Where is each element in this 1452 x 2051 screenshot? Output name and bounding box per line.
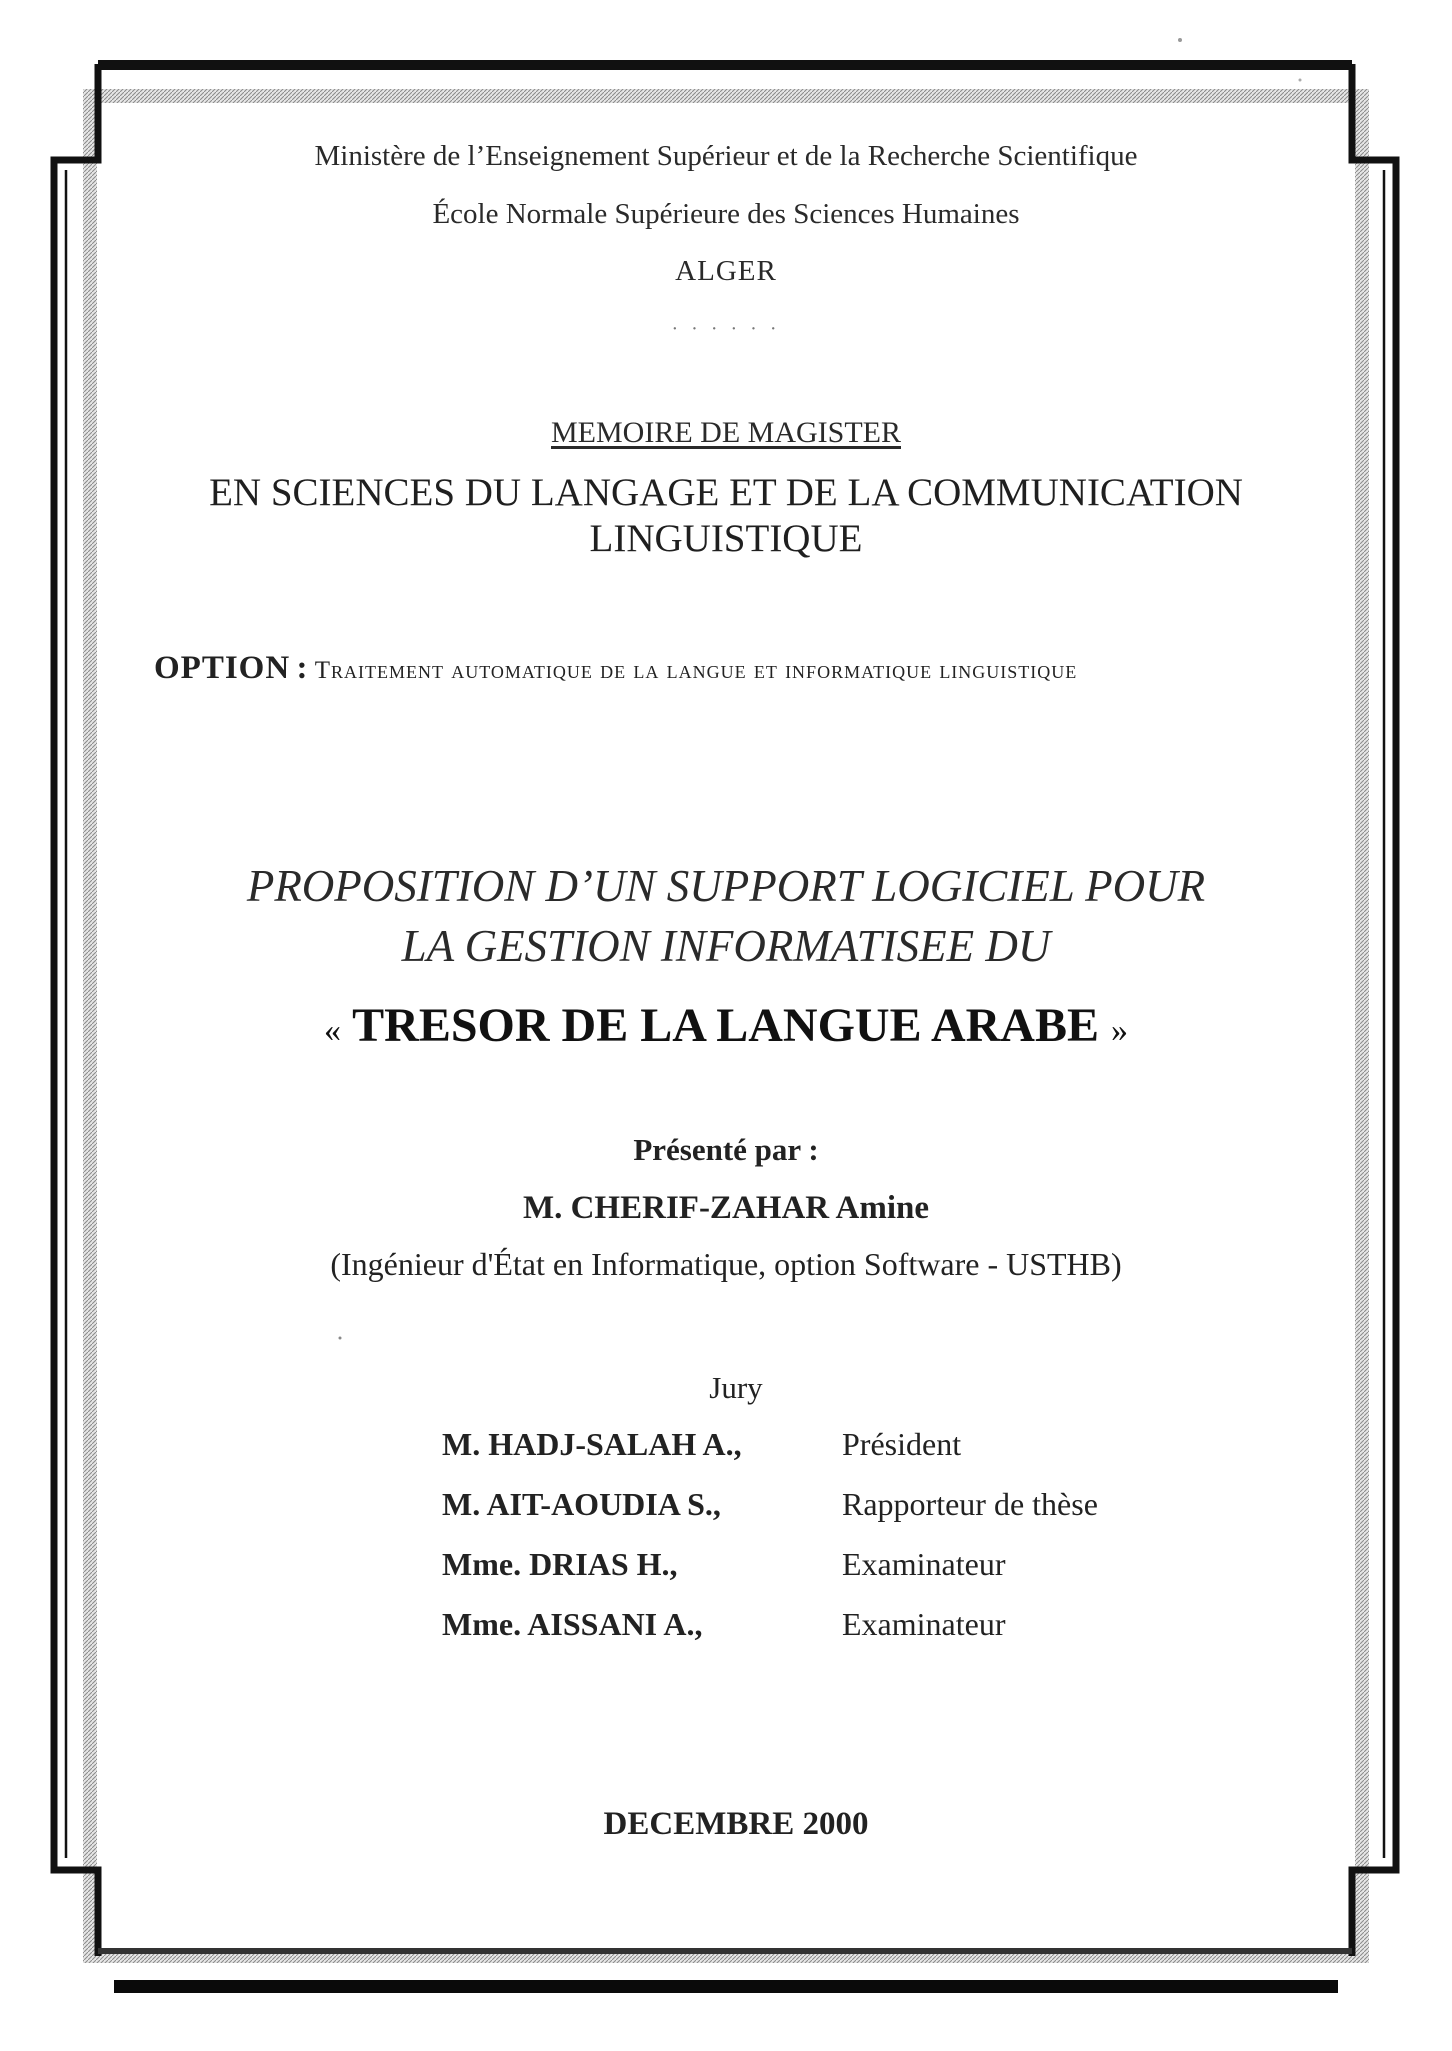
degree-field-line1: EN SCIENCES DU LANGAGE ET DE LA COMMUNICATION bbox=[209, 471, 1243, 514]
city-name: ALGER bbox=[675, 255, 777, 287]
jury-member-name: M. AIT-AOUDIA S., bbox=[442, 1486, 721, 1522]
thesis-title-line2: LA GESTION INFORMATISEE DU bbox=[401, 921, 1051, 971]
thesis-title-line1: PROPOSITION D’UN SUPPORT LOGICIEL POUR bbox=[246, 861, 1206, 911]
presenter-name: M. CHERIF-ZAHAR Amine bbox=[522, 1190, 930, 1226]
main-title-text: TRESOR DE LA LANGUE ARABE bbox=[352, 999, 1099, 1052]
separator-dots: · · · · · · bbox=[671, 318, 781, 340]
jury-member-name: M. HADJ-SALAH A., bbox=[442, 1426, 742, 1462]
option-paragraph bbox=[154, 643, 1294, 696]
degree-type: MEMOIRE DE MAGISTER bbox=[551, 416, 901, 449]
jury-member-role: Rapporteur de thèse bbox=[842, 1486, 1098, 1522]
close-quote: » bbox=[1110, 1012, 1128, 1049]
jury-member-name: Mme. DRIAS H., bbox=[442, 1546, 678, 1582]
defense-date: DECEMBRE 2000 bbox=[603, 1806, 869, 1842]
jury-member-role: Examinateur bbox=[842, 1546, 1006, 1582]
presented-by-label: Présenté par : bbox=[633, 1132, 819, 1167]
jury-member-row bbox=[0, 1426, 1452, 1486]
jury-member-row bbox=[0, 1546, 1452, 1606]
ministry-name: Ministère de l’Enseignement Supérieur et de la Recherche Scientifique bbox=[314, 140, 1138, 172]
open-quote: « bbox=[324, 1012, 341, 1049]
presenter-credentials: (Ingénieur d'État en Informatique, option Software - USTHB) bbox=[330, 1246, 1122, 1282]
option-text: Traitement automatique de la langue et informatique linguistique bbox=[314, 657, 1078, 684]
jury-member-row bbox=[0, 1486, 1452, 1546]
jury-heading: Jury bbox=[709, 1370, 763, 1405]
option-label: OPTION bbox=[154, 650, 291, 686]
option-separator: : bbox=[296, 650, 309, 686]
jury-member-role: Président bbox=[842, 1426, 962, 1462]
degree-field-line2: LINGUISTIQUE bbox=[589, 517, 863, 560]
jury-member-row bbox=[0, 1606, 1452, 1666]
jury-member-role: Examinateur bbox=[842, 1606, 1006, 1642]
jury-member-name: Mme. AISSANI A., bbox=[442, 1606, 703, 1642]
school-name: École Normale Supérieure des Sciences Humaines bbox=[432, 198, 1020, 230]
thesis-main-title bbox=[0, 998, 1452, 1053]
